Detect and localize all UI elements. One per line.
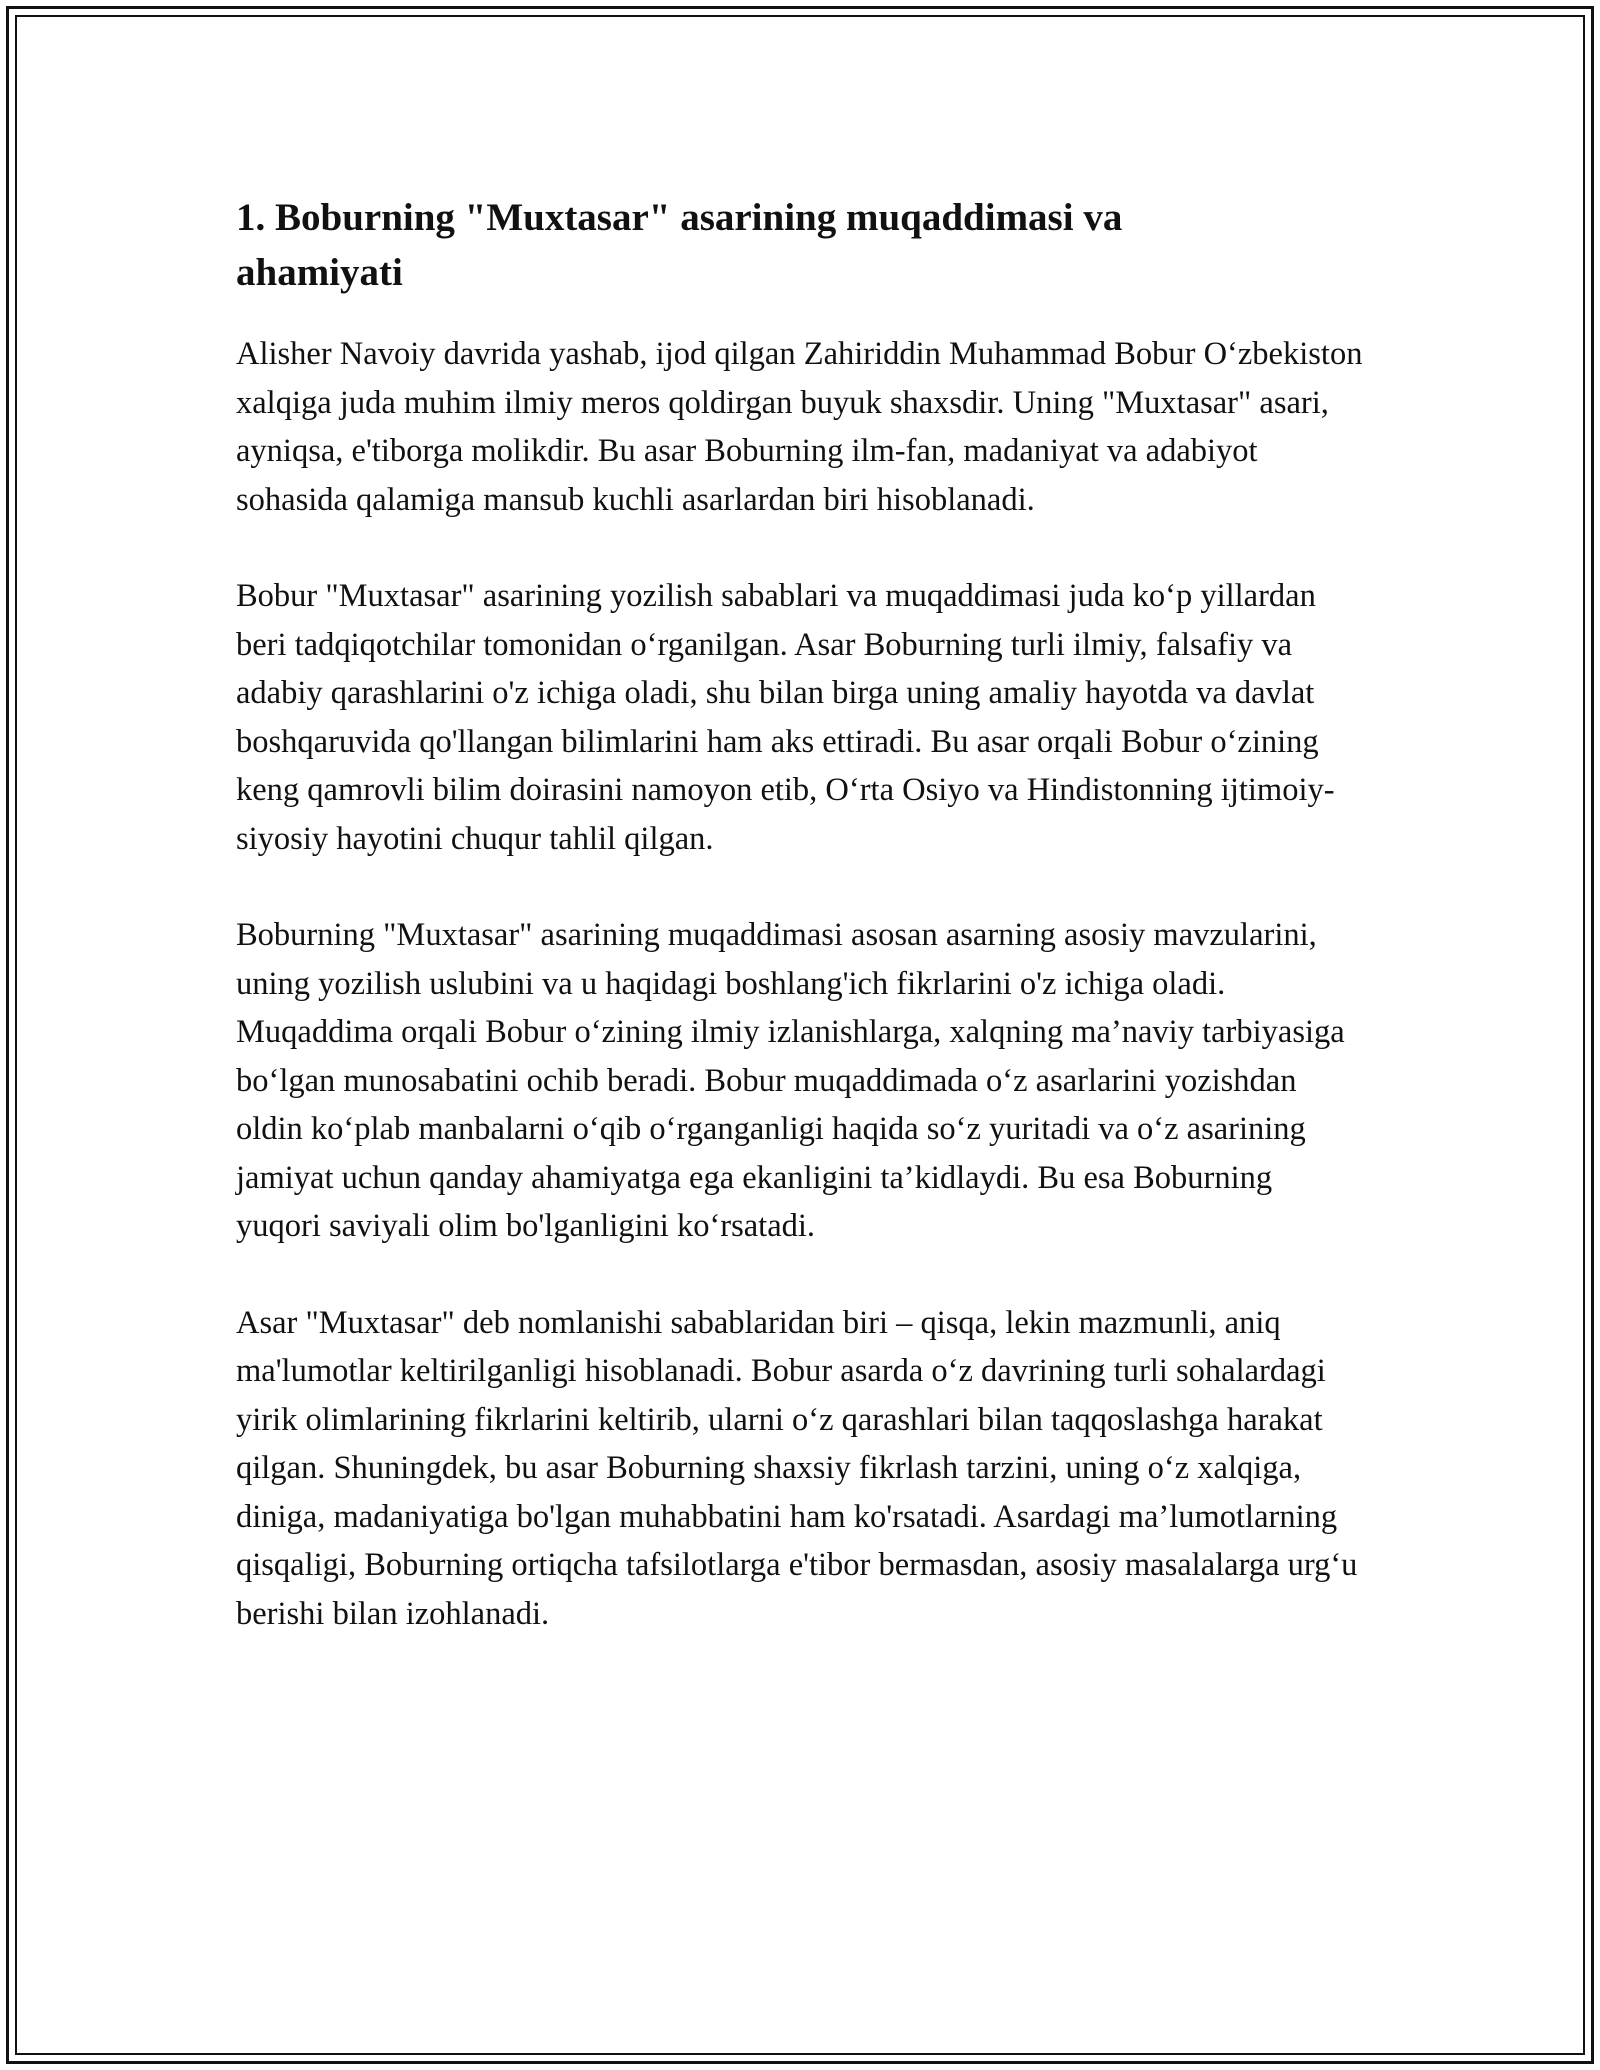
document-body	[236, 190, 1366, 1686]
paragraph-4: Asar "Muxtasar" deb nomlanishi sabablaridan biri – qisqa, lekin mazmunli, aniq ma'lumotlar keltirilganligi hisoblanadi. Bobur asarda o‘z davrining turli sohalardagi yirik olimlarining fikrlarini keltirib, ularni o‘z qarashlari bilan taqqoslashga harakat qilgan. Shuningdek, bu asar Boburning shaxsiy fikrlash tarzini, uning o‘z xalqiga, diniga, madaniyatiga bo'lgan muhabbatini ham ko'rsatadi. Asardagi ma’lumotlarning qisqaligi, Boburning ortiqcha tafsilotlarga e'tibor bermasdan, asosiy masalalarga urg‘u berishi bilan izohlanadi.	[236, 1304, 1358, 1632]
paragraph-1: Alisher Navoiy davrida yashab, ijod qilgan Zahiriddin Muhammad Bobur O‘zbekiston xalqiga juda muhim ilmiy meros qoldirgan buyuk shaxsdir. Uning "Muxtasar" asari, ayniqsa, e'tiborga molikdir. Bu asar Boburning ilm-fan, madaniyat va adabiyot sohasida qalamiga mansub kuchli asarlardan biri hisoblanadi.	[236, 336, 1363, 518]
paragraph-3: Boburning "Muxtasar" asarining muqaddimasi asosan asarning asosiy mavzularini, uning yozilish uslubini va u haqidagi boshlang'ich fikrlarini o'z ichiga oladi. Muqaddima orqali Bobur o‘zining ilmiy izlanishlarga, xalqning ma’naviy tarbiyasiga bo‘lgan munosabatini ochib beradi. Bobur muqaddimada o‘z asarlarini yozishdan oldin ko‘plab manbalarni o‘qib o‘rganganligi haqida so‘z yuritadi va o‘z asarining jamiyat uchun qanday ahamiyatga ega ekanligini ta’kidlaydi. Bu esa Boburning yuqori saviyali olim bo'lganligini ko‘rsatadi.	[236, 917, 1345, 1244]
paragraph-2: Bobur "Muxtasar" asarining yozilish sabablari va muqaddimasi juda ko‘p yillardan beri tadqiqotchilar tomonidan o‘rganilgan. Asar Boburning turli ilmiy, falsafiy va adabiy qarashlarini o'z ichiga oladi, shu bilan birga uning amaliy hayotda va davlat boshqaruvida qo'llangan bilimlarini ham aks ettiradi. Bu asar orqali Bobur o‘zining keng qamrovli bilim doirasini namoyon etib, O‘rta Osiyo va Hindistonning ijtimoiy-siyosiy hayotini chuqur tahlil qilgan.	[236, 578, 1335, 857]
section-heading: 1. Boburning "Muxtasar" asarining muqaddimasi va ahamiyati	[236, 196, 1123, 294]
